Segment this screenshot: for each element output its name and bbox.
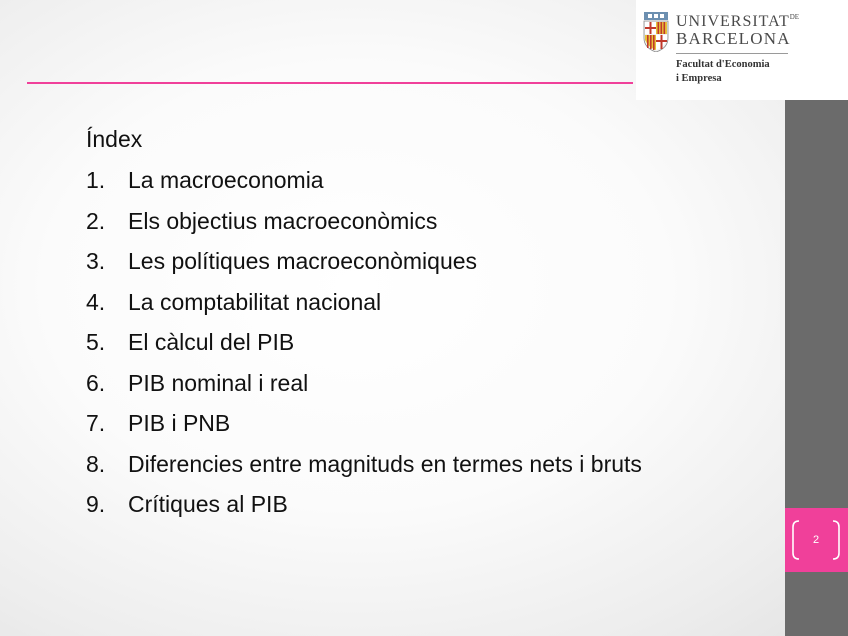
list-item bbox=[86, 491, 642, 532]
list-item-number: 2. bbox=[86, 207, 106, 234]
list-item bbox=[86, 208, 642, 249]
list-item-label: Crítiques al PIB bbox=[128, 491, 288, 517]
list-item bbox=[86, 248, 642, 289]
list-item-label: PIB nominal i real bbox=[128, 369, 309, 396]
list-item-label: Els objectius macroeconòmics bbox=[128, 207, 438, 234]
faculty-line-2: i Empresa bbox=[676, 73, 722, 84]
university-crest-icon bbox=[642, 12, 670, 52]
list-item-number: 3. bbox=[86, 248, 106, 274]
logo-divider bbox=[676, 53, 788, 54]
index-list bbox=[86, 167, 642, 532]
list-item-label: PIB i PNB bbox=[128, 410, 231, 436]
list-item bbox=[86, 329, 642, 370]
list-item-label: El càlcul del PIB bbox=[128, 329, 295, 355]
list-item bbox=[86, 410, 642, 451]
faculty-line-1: Facultat d'Economia bbox=[676, 59, 770, 70]
list-item-label: La macroeconomia bbox=[128, 167, 324, 193]
list-item-number: 8. bbox=[86, 450, 106, 477]
university-de: DE bbox=[789, 13, 800, 21]
list-item-label: Les polítiques macroeconòmiques bbox=[128, 248, 478, 274]
list-item-number: 6. bbox=[86, 369, 106, 396]
list-item-number: 9. bbox=[86, 491, 106, 517]
university-city: BARCELONA bbox=[676, 29, 791, 48]
list-item bbox=[86, 370, 642, 411]
faculty-name bbox=[676, 58, 796, 86]
list-item-number: 7. bbox=[86, 410, 106, 436]
list-item-label: Diferencies entre magnituds en termes nets i bruts bbox=[128, 450, 642, 477]
list-item-label: La comptabilitat nacional bbox=[128, 288, 382, 315]
list-item bbox=[86, 167, 642, 208]
title-underline bbox=[27, 82, 633, 84]
list-item-number: 4. bbox=[86, 288, 106, 315]
university-main: UNIVERSITAT bbox=[676, 13, 790, 30]
list-item-number: 5. bbox=[86, 329, 106, 355]
page-number: 2 bbox=[812, 534, 820, 546]
list-item-number: 1. bbox=[86, 167, 106, 193]
list-item bbox=[86, 451, 642, 492]
list-item bbox=[86, 289, 642, 330]
slide-title: Índex bbox=[86, 126, 143, 152]
